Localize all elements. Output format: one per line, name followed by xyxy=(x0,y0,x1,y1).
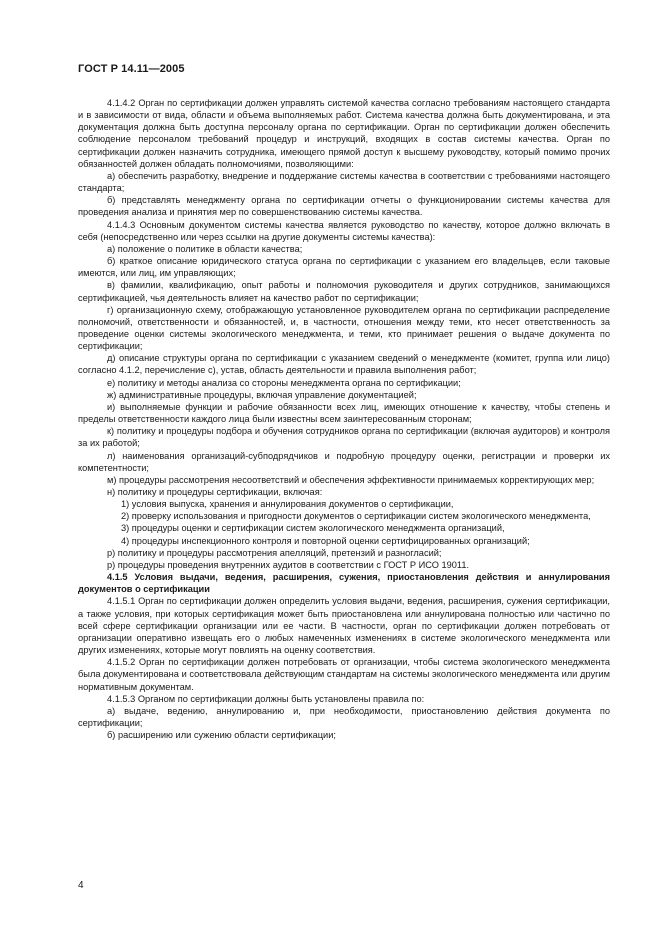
paragraph: к) политику и процедуры подбора и обучения сотрудников органа по сертификации (включая аудиторов) и контроля за их работой; xyxy=(78,426,610,449)
standard-header: ГОСТ Р 14.11—2005 xyxy=(78,63,185,75)
paragraph: г) организационную схему, отображающую установленное руководителем органа по сертификации распределение полномочий, ответственности и обязанностей, и, в частности, отношения между теми, кто несет ответственность за проведение оценки системы экологического менеджмента, и теми, кто принимает решения о выдаче документа по сертификации; xyxy=(78,304,610,352)
paragraph: в) фамилии, квалификацию, опыт работы и полномочия руководителя и других сотрудников, занимающихся сертификацией, чья деятельность влияет на качество работ по сертификации; xyxy=(78,280,610,303)
paragraph: 4.1.4.2 Орган по сертификации должен управлять системой качества согласно требованиям настоящего стандарта и в зависимости от вида, области и объема выполняемых работ. Система качества должна быть документирована, и эта документация должна быть доступна персоналу органа по сертификации. Орган по сертификации должен обеспечить соблюдение персоналом требований процедур и инструкций, входящих в состав системы качества. Орган по сертификации должен назначить сотрудника, имеющего прямой доступ к высшему руководству, который помимо прочих обязанностей должен обладать полномочиями, позволяющими: xyxy=(78,98,610,169)
paragraph: д) описание структуры органа по сертификации с указанием сведений о менеджменте (комитет, группа или лицо) согласно 4.1.2, перечисление с), устав, область деятельности и правила выполнения работ; xyxy=(78,353,610,376)
paragraph: р) политику и процедуры рассмотрения апелляций, претензий и разногласий; xyxy=(107,547,442,558)
paragraph: а) выдаче, ведению, аннулированию и, при необходимости, приостановлению действия документа по сертификации; xyxy=(78,705,610,728)
paragraph: л) наименования организаций-субподрядчиков и подробную процедуру оценки, регистрации и проверки их компетентности; xyxy=(78,450,610,473)
paragraph: 4.1.4.3 Основным документом системы качества является руководство по качеству, которое должно включать в себя (непосредственно или через ссылки на другие документы системы качества): xyxy=(78,219,610,242)
paragraph: н) политику и процедуры сертификации, включая: xyxy=(107,487,323,497)
paragraph: 1) условия выпуска, хранения и аннулирования документов о сертификации, xyxy=(121,499,454,510)
paragraph: а) положение о политике в области качества; xyxy=(107,243,303,254)
paragraph: 4.1.5.3 Органом по сертификации должны быть установлены правила по: xyxy=(107,693,425,704)
paragraph: 4) процедуры инспекционного контроля и повторной оценки сертифицированных организаций; xyxy=(121,535,530,546)
paragraph: и) выполняемые функции и рабочие обязанности всех лиц, имеющих отношение к качеству, чтобы степень и пределы ответственности каждого лица были известны всем заинтересованным сторонам; xyxy=(78,401,610,425)
paragraph: 2) проверку использования и пригодности документов о сертификации систем экологического менеджмента, xyxy=(121,511,591,522)
paragraph: 3) процедуры оценки и сертификации систем экологического менеджмента организаций, xyxy=(121,523,505,534)
paragraph: а) обеспечить разработку, внедрение и поддержание системы качества в соответствии с требованиями настоящего стандарта; xyxy=(78,170,610,194)
page-number: 4 xyxy=(78,880,84,891)
paragraph: м) процедуры рассмотрения несоответствий и обеспечения эффективности принимаемых корректирующих мер; xyxy=(107,474,595,485)
paragraph: б) расширению или сужению области сертификации; xyxy=(107,730,336,741)
paragraph: ж) административные процедуры, включая управление документацией; xyxy=(107,389,417,400)
paragraph: б) краткое описание юридического статуса органа по сертификации с указанием его владельцев, если таковые имеются, или лиц, им управляющих; xyxy=(78,256,610,279)
paragraph: б) представлять менеджменту органа по сертификации отчеты о функционировании системы качества для проведения анализа и принятия мер по совершенствованию системы качества. xyxy=(78,195,610,218)
section-heading: 4.1.5 Условия выдачи, ведения, расширения, сужения, приостановления действия и аннулирования документов о сертификации xyxy=(78,572,610,595)
paragraph: 4.1.5.2 Орган по сертификации должен потребовать от организации, чтобы система экологического менеджмента была документирована и соответствовала действующим стандартам на системы экологического менеджмента или другим нормативным документам. xyxy=(78,657,610,692)
paragraph: р) процедуры проведения внутренних аудитов в соответствии с ГОСТ Р ИСО 19011. xyxy=(107,559,470,570)
document-body xyxy=(78,97,610,741)
paragraph: е) политику и методы анализа со стороны менеджмента органа по сертификации; xyxy=(107,377,461,388)
paragraph: 4.1.5.1 Орган по сертификации должен определить условия выдачи, ведения, расширения, сужения сертификации, а также условия, при которых сертификация может быть приостановлена или аннулирована полностью или частично по всей сфере сертификации организации или ее части. В частности, орган по сертификации должен потребовать от организации оперативно извещать его о любых намеченных изменениях в системе экологического менеджмента или других изменениях, которые могут повлиять на оценку соответствия. xyxy=(78,596,610,656)
